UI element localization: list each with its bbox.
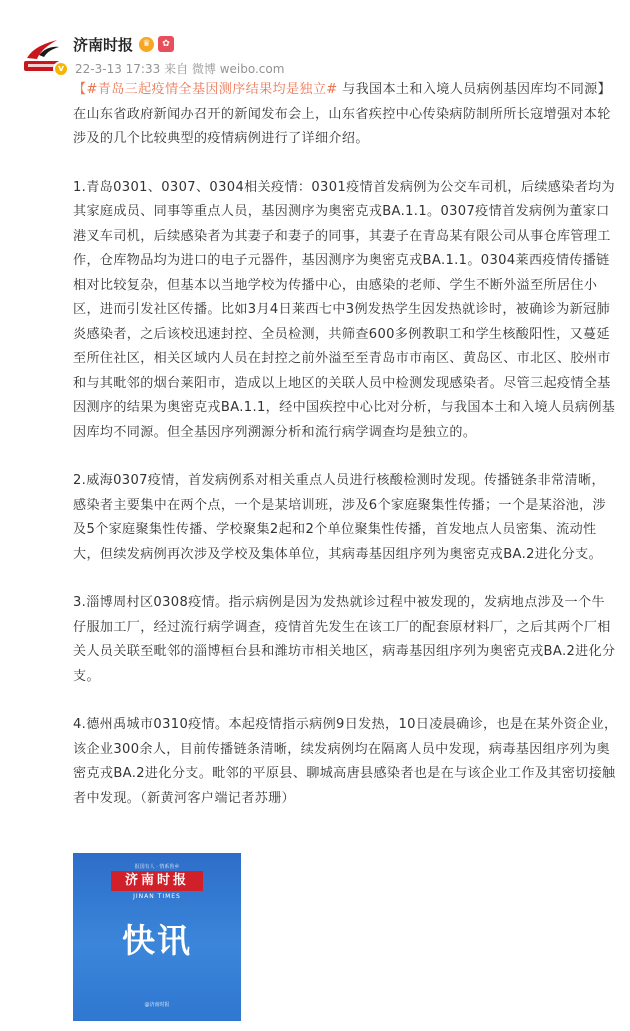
post-paragraph: 1.青岛0301、0307、0304相关疫情：0301疫情首发病例为公交车司机，后续感染者均为其家庭成员、同事等重点人员，基因测序为奥密克戎BA.1.1。0307疫情首发病例为董家口港叉车司机，后续感染者为其妻子和妻子的同事，其妻子在青岛某有限公司从事仓库管理工作，仓库物品均为进口的电子元器件，基因测序为奥密克戎BA.1.1。0304莱西疫情传播链相对比较复杂，但基本以当地学校为传播中心，由感染的老师、学生不断外溢至所居住小区，进而引发社区传播。比如3月4日莱西七中3例发热学生因发热就诊时，被确诊为新冠肺炎感染者，之后该校迅速封控、全员检测，共筛查600多例教职工和学生核酸阳性，又蔓延至所住社区，相关区域内人员在封控之前外溢至至青岛市市南区、黄岛区、市北区、胶州市和与其毗邻的烟台莱阳市，造成以上地区的关联人员中检测发现感染者。尽管三起疫情全基因测序的结果为奥密克戎BA.1.1，经中国疾控中心比对分析，与我国本土和入境人员病例基因库均不同源。但全基因序列溯源分析和流行病学调查均是独立的。 bbox=[73, 179, 616, 440]
member-badge-icon[interactable]: ✿ bbox=[158, 36, 174, 52]
vip-crown-icon[interactable]: ♛ bbox=[139, 37, 154, 52]
image-title: 快讯 bbox=[122, 921, 192, 960]
verified-badge-icon: v bbox=[53, 61, 69, 77]
image-subtitle: JINAN TIMES bbox=[133, 893, 181, 900]
hashtag-link[interactable]: 【#青岛三起疫情全基因测序结果均是独立# bbox=[73, 82, 338, 97]
image-watermark: @济南时报 bbox=[144, 1002, 170, 1008]
post-meta bbox=[75, 60, 284, 77]
post-paragraph: 2.威海0307疫情，首发病例系对相关重点人员进行核酸检测时发现。传播链条非常清晰，感染者主要集中在两个点，一个是某培训班，涉及6个家庭聚集性传播；一个是某浴池，涉及5个家庭聚集性传播、学校聚集2起和2个单位聚集性传播，首发地点人员密集、流动性大，但续发病例再次涉及学校及集体单位，其病毒基因组序列为奥密克戎BA.2进化分支。 bbox=[73, 473, 606, 562]
post-source[interactable]: 来自 微博 weibo.com bbox=[164, 62, 285, 76]
post-paragraph-text: 与我国本土和入境人员病例基因库均不同源】在山东省政府新闻办召开的新闻发布会上，山东省疾控中心传染病防制所所长寇增强对本轮涉及的几个比较典型的疫情病例进行了详细介绍。 bbox=[73, 82, 612, 146]
post-time[interactable]: 22-3-13 17:33 bbox=[75, 62, 161, 76]
user-name-row bbox=[73, 34, 174, 54]
post-content bbox=[73, 78, 618, 811]
post-paragraph: 4.德州禹城市0310疫情。本起疫情指示病例9日发热，10日凌晨确诊，也是在某外资企业，该企业300余人，目前传播链条清晰，续发病例均在隔离人员中发现，病毒基因组序列为奥密克戎BA.2进化分支。毗邻的平原县、聊城高唐县感染者也是在与该企业工作及其密切接触者中发现。（新黄河客户端记者苏珊） bbox=[73, 717, 618, 806]
post-image-thumbnail[interactable] bbox=[73, 853, 241, 1021]
image-logo: 济南时报 bbox=[111, 871, 203, 891]
username-link[interactable]: 济南时报 bbox=[73, 35, 134, 54]
image-slogan: 报国有人 · 情系鲁乡 bbox=[134, 864, 180, 870]
post-paragraph bbox=[73, 78, 618, 152]
post-paragraph: 3.淄博周村区0308疫情。指示病例是因为发热就诊过程中被发现的，发病地点涉及一个牛仔服加工厂，经过流行病学调查，疫情首先发生在该工厂的配套原材料厂，之后其两个厂相关人员关联至毗邻的淄博桓台县和潍坊市相关地区，病毒基因组序列为奥密克戎BA.2进化分支。 bbox=[73, 595, 616, 684]
